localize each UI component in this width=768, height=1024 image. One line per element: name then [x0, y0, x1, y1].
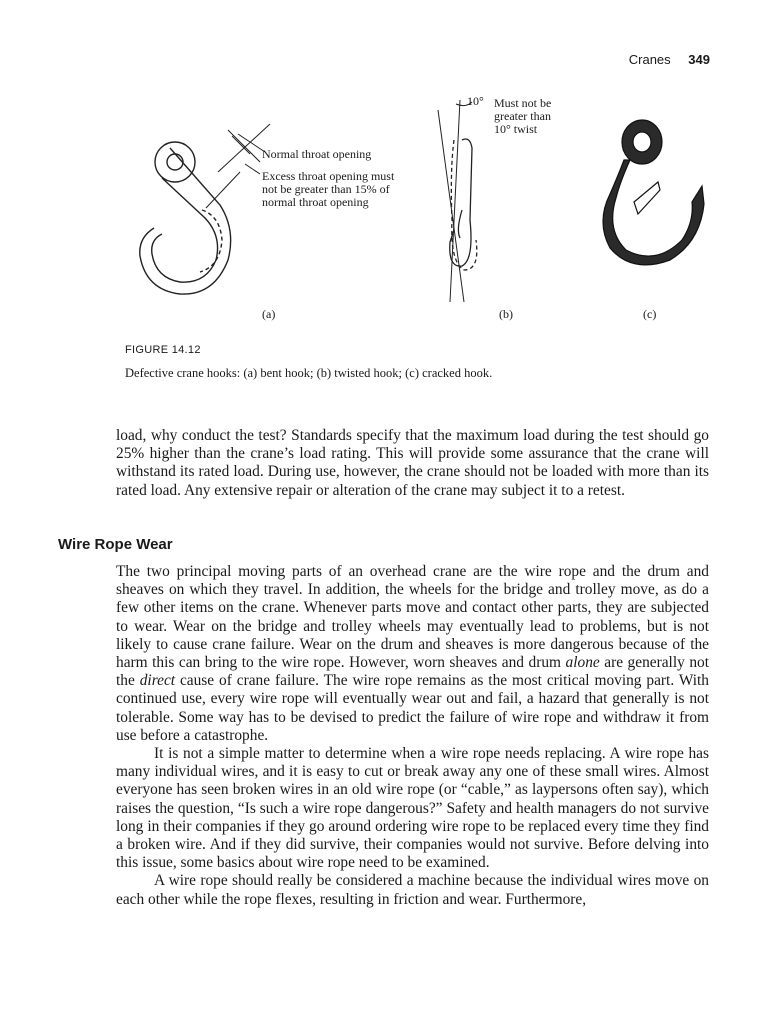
paragraph-text: cause of crane failure. The wire rope remains as the most critical moving part. With continued use, every wire rope will eventually wear out and fail, a hazard that generally is not tolerable. Some way has to be devised to predict the failure of wire rope and withdraw it from use before a catastrophe. — [116, 672, 709, 744]
figure-caption: Defective crane hooks: (a) bent hook; (b) twisted hook; (c) cracked hook. — [125, 366, 493, 380]
paragraph-wire-rope-wear — [116, 563, 709, 745]
twist-limit-callout: Must not be greater than 10° twist — [494, 96, 552, 136]
twisted-hook-drawing — [438, 100, 477, 302]
excess-throat-callout: Excess throat opening must not be greater than 15% of normal throat opening — [262, 169, 395, 209]
normal-throat-callout: Normal throat opening — [262, 147, 372, 161]
paragraph-machine: A wire rope should really be considered a machine because the individual wires move on each other while the rope flexes, resulting in friction and wear. Furthermore, — [116, 872, 709, 908]
bent-hook-drawing — [140, 124, 270, 294]
twist-angle-label: 10° — [467, 94, 484, 108]
paragraph-text: are generally not the — [116, 654, 709, 690]
running-head-section: Cranes — [628, 52, 671, 67]
body-text-top — [116, 427, 709, 500]
running-head — [629, 52, 710, 67]
paragraph-load-test: load, why conduct the test? Standards specify that the maximum load during the test should go 25% higher than the crane’s load rating. This will provide some assurance that the crane will withstand its rated load. During use, however, the crane should not be loaded with more than its rated load. Any extensive repair or alteration of the crane may subject it to a retest. — [116, 427, 709, 499]
panel-label-c: (c) — [643, 307, 657, 321]
body-text-wire-rope — [116, 563, 709, 909]
panel-label-b: (b) — [499, 307, 513, 321]
emphasis-alone: alone — [565, 654, 600, 672]
paragraph-text: The two principal moving parts of an overhead crane are the wire rope and the drum and sheaves on which they travel. In addition, the wheels for the bridge and trolley move, as do a few other items on the crane. Whenever parts move and contact other parts, they are subjected to wear. Wear on the bridge and trolley wheels may eventually lead to problems, but is not likely to cause crane failure. Wear on the drum and sheaves is more dangerous because of the harm this can bring to the wire rope. However, worn sheaves and drum — [116, 563, 709, 672]
page-number: 349 — [688, 52, 710, 67]
panel-label-a: (a) — [262, 307, 276, 321]
section-heading: Wire Rope Wear — [58, 536, 173, 553]
paragraph-replacement: It is not a simple matter to determine when a wire rope needs replacing. A wire rope has many individual wires, and it is easy to cut or break away any one of these small wires. Almost everyone has seen broken wires in an old wire rope (or “cable,” as laypersons often say), which raises the question, “Is such a wire rope dangerous?” Safety and health managers do not survive long in their companies if they go around ordering wire rope to be replaced every time they find a broken wire. And if they did survive, their companies would not survive. Before delving into this issue, some basics about wire rope need to be examined. — [116, 745, 709, 872]
figure-artwork — [110, 90, 730, 330]
figure-number: FIGURE 14.12 — [125, 344, 201, 356]
figure-defective-hooks — [110, 90, 730, 330]
cracked-hook-drawing — [603, 120, 704, 265]
emphasis-direct: direct — [139, 672, 176, 690]
